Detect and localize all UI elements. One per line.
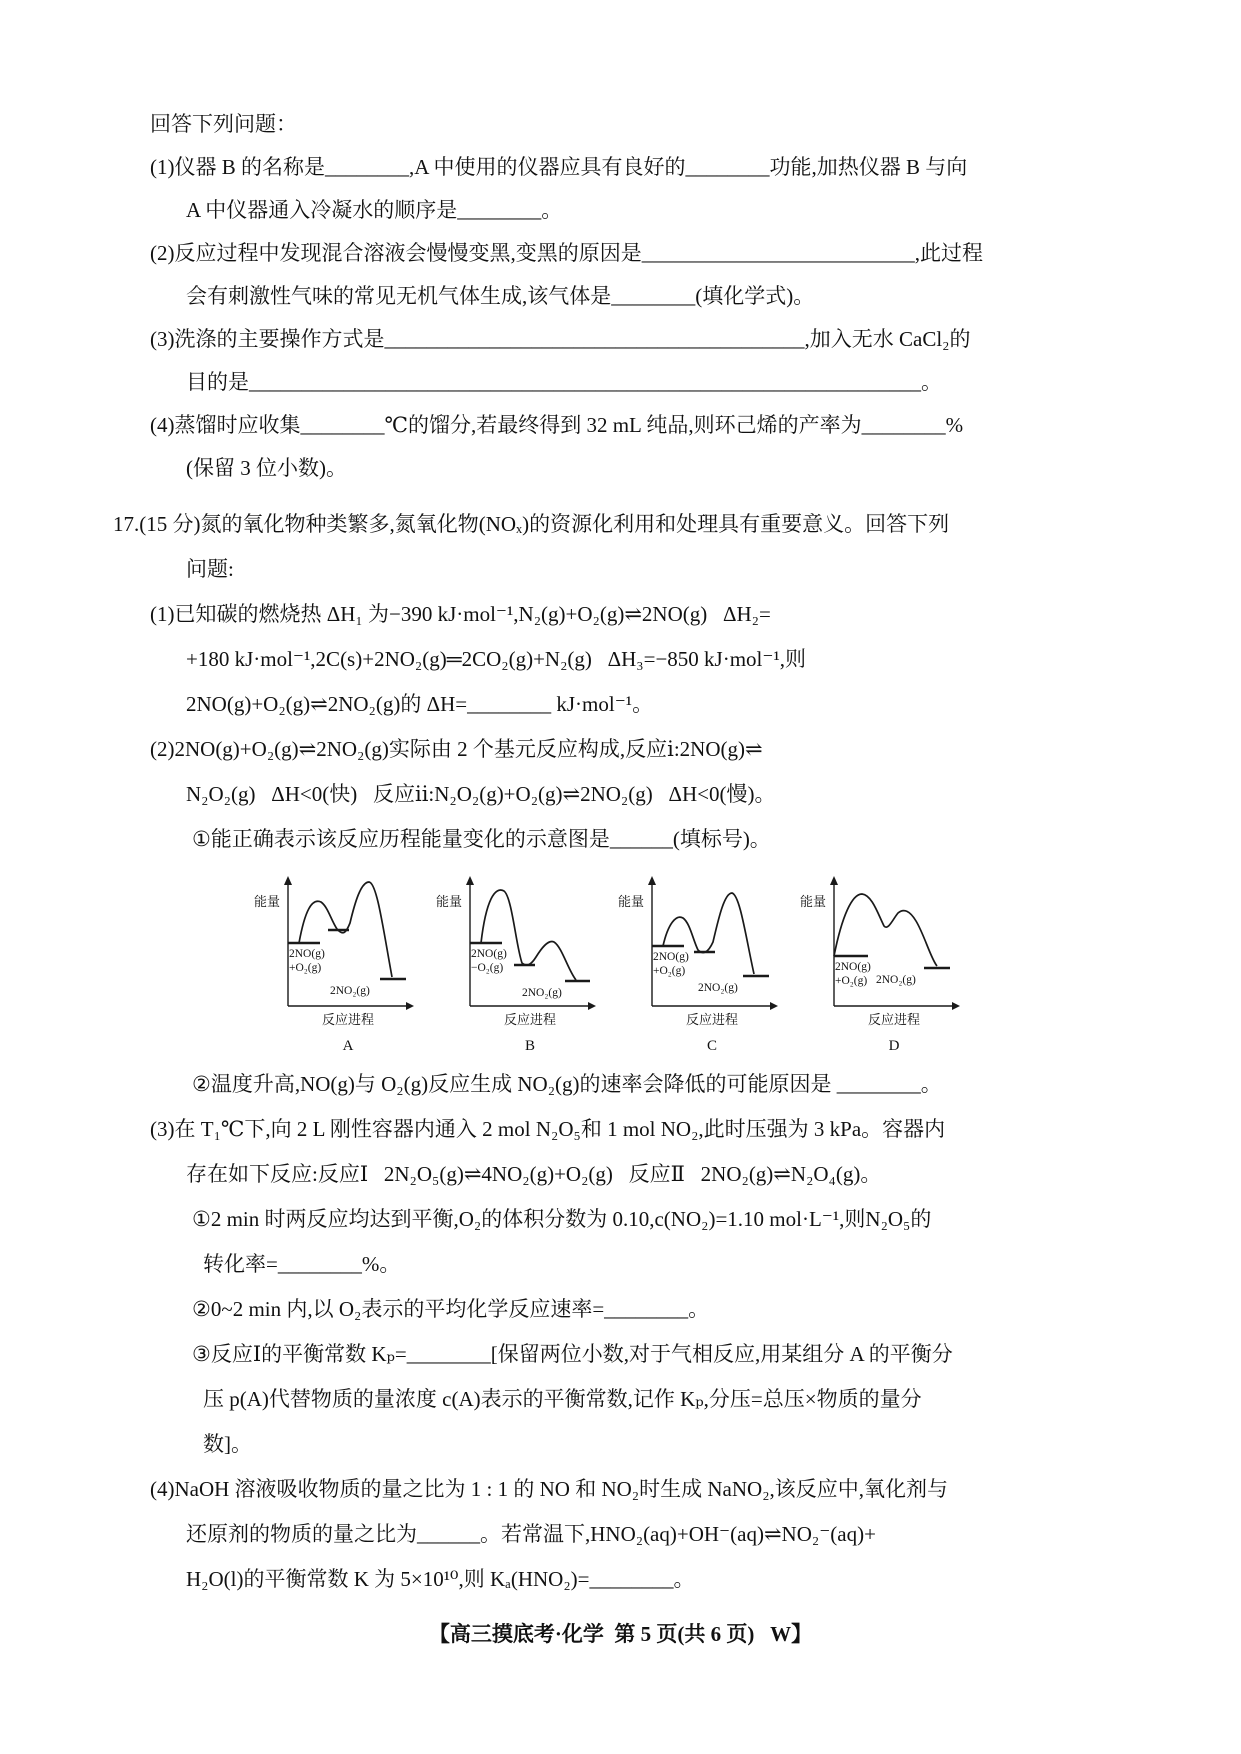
text-line: (4)蒸馏时应收集________℃的馏分,若最终得到 32 mL 纯品,则环己烯的产率为________% xyxy=(150,413,964,437)
x-axis-label: 反应进程 xyxy=(503,1012,557,1027)
diagram-letter: A xyxy=(342,1038,354,1054)
reactant-label: −O₂(g) xyxy=(471,962,504,974)
text-line: (1)已知碳的燃烧热 ΔH₁ 为−390 kJ·mol⁻¹,N₂(g)+O₂(g)⇌2NO(g) ΔH₂= xyxy=(150,602,771,626)
text-line: (2)2NO(g)+O₂(g)⇌2NO₂(g)实际由 2 个基元反应构成,反应ⅰ:2NO(g)⇌ xyxy=(150,737,763,761)
diagram-letter: D xyxy=(888,1038,900,1054)
y-axis-label: 能量 xyxy=(800,894,827,909)
text-line: 还原剂的物质的量之比为______。若常温下,HNO₂(aq)+OH⁻(aq)⇌NO₂⁻(aq)+ xyxy=(186,1522,876,1546)
y-axis-label: 能量 xyxy=(436,894,463,909)
product-label: 2NO₂(g) xyxy=(522,987,562,999)
x-axis-label: 反应进程 xyxy=(685,1012,739,1027)
energy-diagrams-row xyxy=(242,866,1241,1062)
question16-block xyxy=(0,103,1241,490)
energy-diagram-a xyxy=(242,866,424,1058)
energy-diagram-d xyxy=(788,866,970,1058)
text-line: 数]。 xyxy=(203,1432,252,1456)
text-line: 目的是________________________________________________________________。 xyxy=(186,370,942,394)
text-line: (4)NaOH 溶液吸收物质的量之比为 1 : 1 的 NO 和 NO₂时生成 NaNO₂,该反应中,氧化剂与 xyxy=(150,1477,949,1501)
text-line: ②0~2 min 内,以 O₂表示的平均化学反应速率=________。 xyxy=(192,1297,710,1321)
text-line: 会有刺激性气味的常见无机气体生成,该气体是________(填化学式)。 xyxy=(186,284,815,308)
text-line: +180 kJ·mol⁻¹,2C(s)+2NO₂(g)═2CO₂(g)+N₂(g) ΔH₃=−850 kJ·mol⁻¹,则 xyxy=(186,647,807,671)
energy-diagram-b xyxy=(424,866,606,1058)
reactant-label: +O₂(g) xyxy=(289,962,322,974)
text-line: 存在如下反应:反应Ⅰ 2N₂O₅(g)⇌4NO₂(g)+O₂(g) 反应Ⅱ 2NO₂(g)⇌N₂O₄(g)。 xyxy=(186,1162,882,1186)
text-line: (3)洗涤的主要操作方式是________________________________________,加入无水 CaCl₂的 xyxy=(150,327,971,351)
reactant-label: 2NO(g) xyxy=(653,951,689,963)
y-axis-label: 能量 xyxy=(254,894,281,909)
x-axis-label: 反应进程 xyxy=(321,1012,375,1027)
text-line: (保留 3 位小数)。 xyxy=(186,456,347,480)
text-line: ③反应Ⅰ的平衡常数 Kₚ=________[保留两位小数,对于气相反应,用某组分 A 的平衡分 xyxy=(192,1342,953,1366)
reactant-label: 2NO(g) xyxy=(289,948,325,960)
question17-block xyxy=(0,502,1241,1602)
text-line: 2NO(g)+O₂(g)⇌2NO₂(g)的 ΔH=________ kJ·mol⁻¹。 xyxy=(186,692,654,716)
text-line: H₂O(l)的平衡常数 K 为 5×10¹⁰,则 Kₐ(HNO₂)=________。 xyxy=(186,1567,695,1591)
reactant-label: +O₂(g) xyxy=(653,965,686,977)
text-line: ①2 min 时两反应均达到平衡,O₂的体积分数为 0.10,c(NO₂)=1.10 mol·L⁻¹,则N₂O₅的 xyxy=(192,1207,932,1231)
page-footer: 【高三摸底考·化学 第 5 页(共 6 页) W】 xyxy=(428,1622,813,1646)
text-line: 回答下列问题： xyxy=(150,112,297,136)
reactant-label: 2NO(g) xyxy=(471,948,507,960)
reactant-label: 2NO(g) xyxy=(835,961,871,973)
text-line: A 中仪器通入冷凝水的顺序是________。 xyxy=(186,198,563,222)
text-line: (3)在 T₁℃下,向 2 L 刚性容器内通入 2 mol N₂O₅和 1 mol NO₂,此时压强为 3 kPa。容器内 xyxy=(150,1117,946,1141)
text-line: 压 p(A)代替物质的量浓度 c(A)表示的平衡常数,记作 Kₚ,分压=总压×物质的量分 xyxy=(203,1387,922,1411)
product-label: 2NO₂(g) xyxy=(876,974,916,986)
y-axis-label: 能量 xyxy=(618,894,645,909)
diagram-letter: B xyxy=(524,1038,536,1054)
product-label: 2NO₂(g) xyxy=(330,985,370,997)
question17-header: 17.(15 分)氮的氧化物种类繁多,氮氧化物(NOₓ)的资源化利用和处理具有重要意义。回答下列 xyxy=(113,512,950,536)
diagram-letter: C xyxy=(706,1038,718,1054)
text-line: ②温度升高,NO(g)与 O₂(g)反应生成 NO₂(g)的速率会降低的可能原因是 ________。 xyxy=(192,1072,942,1096)
text-line: ①能正确表示该反应历程能量变化的示意图是______(填标号)。 xyxy=(192,827,771,851)
x-axis-label: 反应进程 xyxy=(867,1012,921,1027)
text-line: N₂O₂(g) ΔH<0(快) 反应ⅱ:N₂O₂(g)+O₂(g)⇌2NO₂(g) ΔH<0(慢)。 xyxy=(186,782,776,806)
energy-diagram-c xyxy=(606,866,788,1058)
text-line: 问题: xyxy=(186,557,234,581)
text-line: (1)仪器 B 的名称是________,A 中使用的仪器应具有良好的________功能,加热仪器 B 与向 xyxy=(150,155,968,179)
text-line: (2)反应过程中发现混合溶液会慢慢变黑,变黑的原因是__________________________,此过程 xyxy=(150,241,983,265)
reactant-label: +O₂(g) xyxy=(835,975,868,987)
text-line: 转化率=________%。 xyxy=(203,1252,401,1276)
product-label: 2NO₂(g) xyxy=(698,982,738,994)
axes xyxy=(830,876,960,1010)
